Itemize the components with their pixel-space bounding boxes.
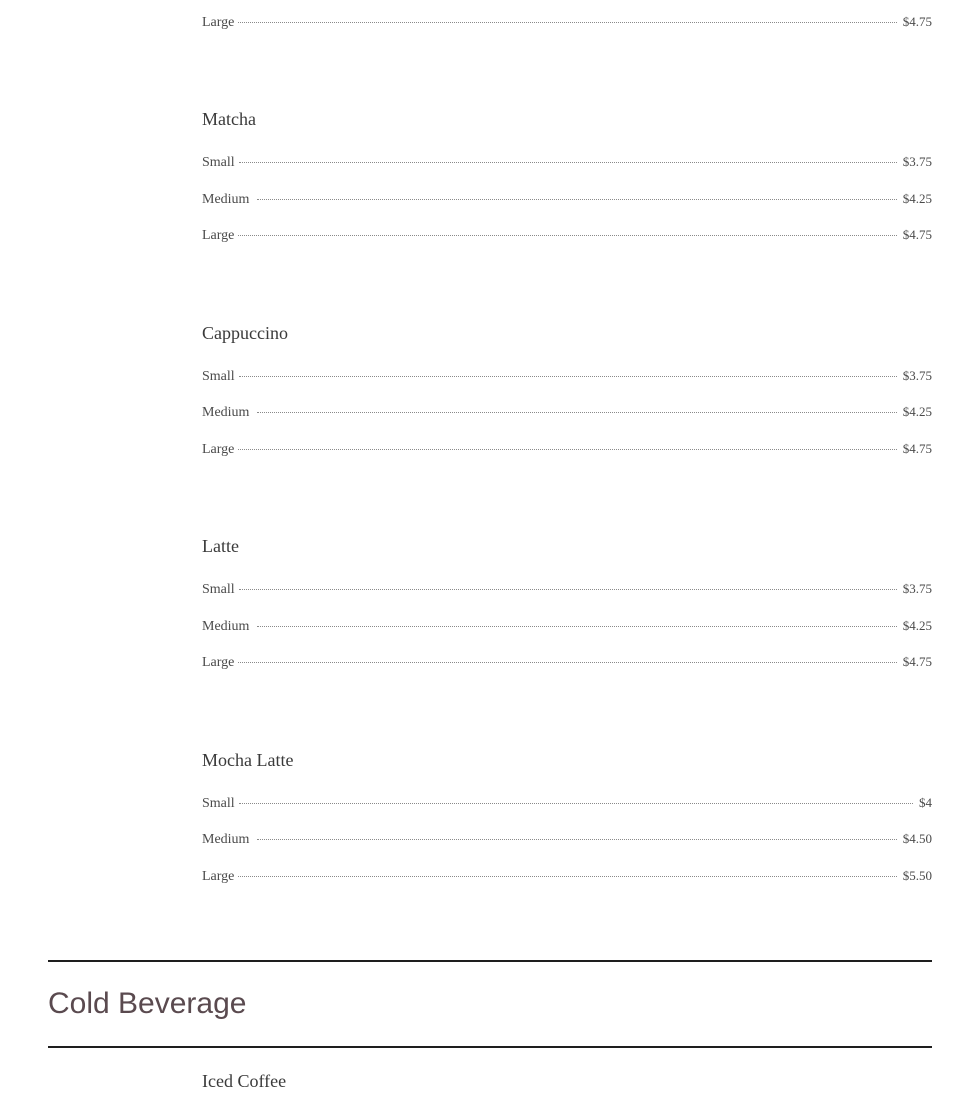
dotted-leader	[238, 21, 896, 23]
dotted-leader	[239, 161, 897, 163]
size-label: Large	[202, 15, 235, 30]
price-value: $4.50	[902, 831, 932, 846]
price-row	[202, 12, 932, 32]
price-value: $3.75	[902, 368, 932, 383]
dotted-leader	[238, 448, 896, 450]
dotted-leader	[238, 875, 896, 877]
item-name-matcha: Matcha	[202, 109, 256, 129]
size-label: Medium	[202, 832, 250, 847]
price-value: $4.25	[902, 191, 932, 206]
price-row	[202, 793, 932, 813]
item-name-iced-coffee: Iced Coffee	[202, 1071, 287, 1091]
section-title-cold-beverage: Cold Beverage	[48, 987, 247, 1020]
price-value: $4	[919, 795, 932, 810]
price-row	[202, 189, 932, 209]
dotted-leader	[257, 198, 896, 200]
price-value: $3.75	[902, 154, 932, 169]
price-value: $3.75	[902, 581, 932, 596]
item-name-cappuccino: Cappuccino	[202, 323, 288, 343]
size-label: Large	[202, 228, 235, 243]
size-label: Small	[202, 582, 235, 597]
dotted-leader	[239, 375, 897, 377]
price-value: $4.25	[902, 618, 932, 633]
item-name-mocha-latte: Mocha Latte	[202, 750, 294, 770]
price-row	[202, 652, 932, 672]
dotted-leader	[257, 625, 896, 627]
size-label: Large	[202, 442, 235, 457]
size-label: Small	[202, 369, 235, 384]
size-label: Medium	[202, 192, 250, 207]
price-value: $4.25	[902, 404, 932, 419]
size-label: Large	[202, 869, 235, 884]
price-row	[202, 152, 932, 172]
price-value: $4.75	[902, 14, 932, 29]
price-value: $5.50	[902, 868, 932, 883]
price-row	[202, 366, 932, 386]
section-divider-bottom	[48, 1046, 932, 1048]
price-value: $4.75	[902, 654, 932, 669]
dotted-leader	[257, 838, 896, 840]
size-label: Medium	[202, 619, 250, 634]
price-row	[202, 616, 932, 636]
price-row	[202, 579, 932, 599]
section-divider-top	[48, 960, 932, 962]
size-label: Small	[202, 155, 235, 170]
price-row	[202, 439, 932, 459]
price-value: $4.75	[902, 441, 932, 456]
dotted-leader	[239, 588, 897, 590]
item-name-latte: Latte	[202, 536, 239, 556]
dotted-leader	[238, 661, 896, 663]
dotted-leader	[238, 234, 896, 236]
price-row	[202, 402, 932, 422]
price-row	[202, 866, 932, 886]
size-label: Small	[202, 796, 235, 811]
price-row	[202, 829, 932, 849]
price-value: $4.75	[902, 227, 932, 242]
dotted-leader	[257, 411, 896, 413]
dotted-leader	[239, 802, 913, 804]
size-label: Large	[202, 655, 235, 670]
price-row	[202, 225, 932, 245]
size-label: Medium	[202, 405, 250, 420]
